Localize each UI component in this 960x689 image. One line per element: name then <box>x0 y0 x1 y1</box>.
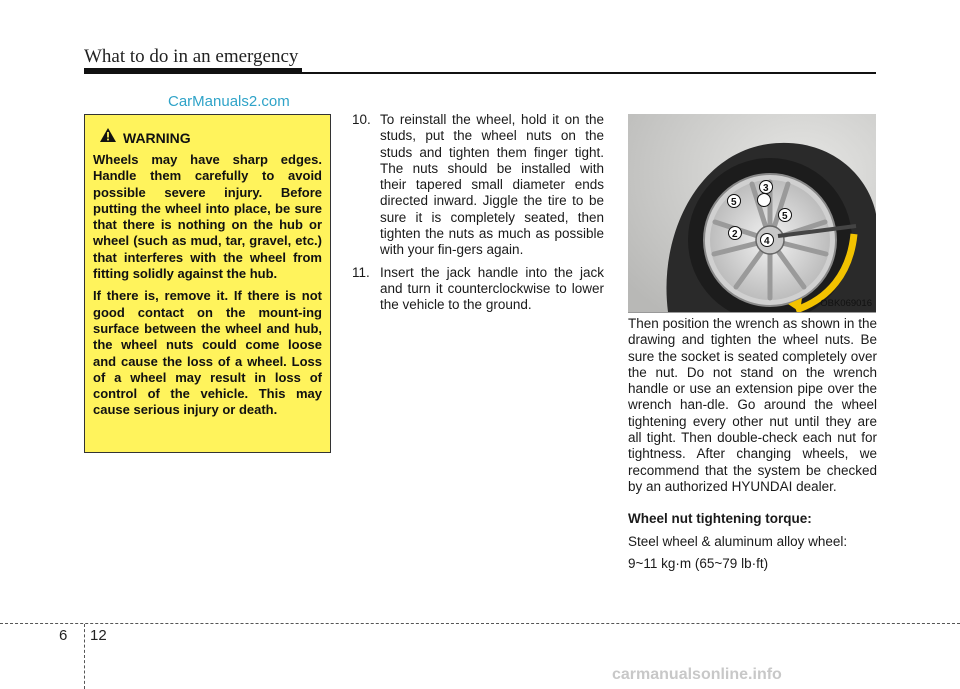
instructions-column <box>628 316 877 572</box>
step-text: To reinstall the wheel, hold it on the studs, put the wheel nuts on the studs and tighten them finger tight. The nuts should be installed with their tapered small diameter ends directed inward. Jiggle the tire to be sure it is completely seated, then tighten the nuts as much as possible with your fin-gers again. <box>380 112 604 258</box>
footer-divider <box>84 624 85 689</box>
page-header-title: What to do in an emergency <box>84 46 299 67</box>
warning-box <box>84 114 331 453</box>
wheel-illustration <box>628 114 876 313</box>
nut-label-2: 2 <box>732 229 738 240</box>
warning-paragraph-1: Wheels may have sharp edges. Handle them carefully to avoid possible severe injury. Before putting the wheel into place, be sure that there is nothing on the hub or wheel (such as mud, tar, gravel, etc.) that interferes with the wheel from fitting solidly against the hub. <box>93 152 322 282</box>
warning-triangle-icon <box>99 127 117 148</box>
torque-heading: Wheel nut tightening torque: <box>628 511 812 527</box>
step-11 <box>352 265 604 314</box>
step-number: 10. <box>352 112 371 127</box>
torque-value: 9~11 kg·m (65~79 lb·ft) <box>628 555 769 571</box>
torque-wheel-type: Steel wheel & aluminum alloy wheel: <box>628 533 848 549</box>
figure-code: OBK069016 <box>820 298 872 309</box>
watermark-top: CarManuals2.com <box>168 93 290 110</box>
footer-rule <box>0 623 960 624</box>
warning-header <box>99 127 322 148</box>
step-10 <box>352 112 604 259</box>
page-number: 12 <box>90 627 107 644</box>
section-number: 6 <box>59 627 68 644</box>
nut-label-5b: 5 <box>731 197 737 208</box>
nut-label-4: 4 <box>764 236 770 247</box>
watermark-bottom: carmanualsonline.info <box>612 666 782 683</box>
nut-label-3: 3 <box>763 183 769 194</box>
wheel-drawing <box>628 114 876 312</box>
step-number: 11. <box>352 264 370 280</box>
steps-column <box>352 112 604 320</box>
body-paragraph: Then position the wrench as shown in the drawing and tighten the wheel nuts. Be sure the socket is seated completely over the nut. Do not stand on the wrench handle or use an extension pipe over the wrench han-dle. Go around the wheel tightening every other nut until they are all tight. Then double-check each nut for tightness. After changing wheels, we recommend that the system be checked by an authorized HYUNDAI dealer. <box>628 316 877 494</box>
nut-label-5: 5 <box>782 211 788 222</box>
warning-title: WARNING <box>123 129 191 146</box>
header-rule <box>84 72 876 74</box>
step-text: Insert the jack handle into the jack and turn it counterclockwise to lower the vehicle to the ground. <box>380 264 604 313</box>
warning-paragraph-2: If there is, remove it. If there is not good contact on the mount-ing surface between the wheel and hub, the wheel nuts could come loose and cause the loss of a wheel. Loss of a wheel may result in loss of control of the vehicle. This may cause serious injury or death. <box>93 288 322 418</box>
